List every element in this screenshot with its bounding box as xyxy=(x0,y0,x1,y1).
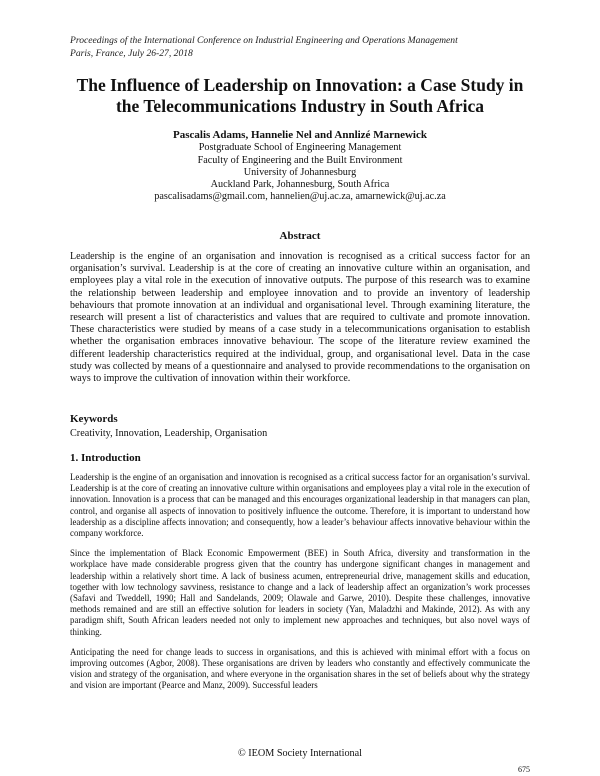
author-block xyxy=(60,129,540,204)
paragraph: Leadership is the engine of an organisation and innovation is recognised as a critical success factor for an organisation’s survival. Leadership is at the core of creating an innovative culture within organisations and employees play a vital role in the execution of innovation. Innovation is a process that can be managed and this encourages organizational leadership in that managers can plan, control, and organise all aspects of innovation to positively influence the outcome. Therefore, it is important to understand how leadership as a discipline affects innovation; and consequently, how a leader’s behaviour affects innovative behaviour within the company workforce. xyxy=(70,472,530,539)
conference-header xyxy=(70,34,540,60)
affiliation-line: Faculty of Engineering and the Built Environment xyxy=(197,154,403,166)
paper-title xyxy=(60,75,540,117)
author-names: Pascalis Adams, Hannelie Nel and Annlizé Marnewick xyxy=(173,129,427,141)
keywords-heading: Keywords xyxy=(70,413,118,425)
introduction-body xyxy=(70,472,530,701)
affiliation-line: Auckland Park, Johannesburg, South Africa xyxy=(210,179,390,191)
author-emails: pascalisadams@gmail.com, hannelien@uj.ac.za, amarnewick@uj.ac.za xyxy=(154,191,446,203)
affiliation-line: University of Johannesburg xyxy=(243,166,357,178)
section-heading-introduction: 1. Introduction xyxy=(70,452,141,464)
paragraph: Since the implementation of Black Economic Empowerment (BEE) in South Africa, diversity and transformation in the workplace have made considerable progress given that the country has undergone significant changes in management and leadership within a relatively short time. A lack of business acumen, entrepreneurial drive, management skills and education, together with low technology savviness, resistance to change and a lack of leadership affect an organization’s work processes (Safavi and Tweddell, 1990; Hall and Sandelands, 2009; Olawale and Garwe, 2010). Despite these challenges, innovative methods remained and are still an effective solution for leaders in society (Yan, Maladzhi and Makinde, 2012). As with any paradigm shift, South African leaders needed not only to implement new approaches and techniques, but also novel ways of thinking. xyxy=(70,548,530,637)
title-line-1: The Influence of Leadership on Innovation: a Case Study in xyxy=(76,75,524,95)
title-line-2: the Telecommunications Industry in South Africa xyxy=(115,96,485,116)
conference-location-date: Paris, France, July 26-27, 2018 xyxy=(70,48,193,59)
conference-name: Proceedings of the International Conference on Industrial Engineering and Operations Management xyxy=(70,35,458,46)
abstract-text: Leadership is the engine of an organisation and innovation is recognised as a critical success factor for an organisation’s survival. Leadership is at the core of creating an innovative culture within an organisation, and employees play a vital role in the execution of innovative outputs. The purpose of this research was to examine the relationship between leadership and employee innovation and to provide an inventory of leadership behaviours that promote innovation at an individual and organisational level. Through examining literature, the research will present a list of characteristics and values that are required to cultivate and promote innovation. These characteristics were studied by means of a case study in a telecommunications organisation to establish whether the organisation embraces innovative behaviour. The scope of the literature review examined the different leadership characteristics required at the individual, group, and organisational level. Data in the case study was collected by means of a questionnaire and analysed to provide recommendations to the organisation on ways to improve the cultivation of innovation within their workforce. xyxy=(70,251,530,385)
paragraph: Anticipating the need for change leads to success in organisations, and this is achieved with minimal effort with a focus on improving outcomes (Agbor, 2008). These organisations are driven by leaders who constantly and effectively communicate the vision and strategy of the organisation, and where everyone in the organisation shares in the set of beliefs about why the strategy and vision are important (Pearce and Manz, 2009). Successful leaders xyxy=(70,646,530,691)
keywords-text: Creativity, Innovation, Leadership, Organisation xyxy=(70,428,268,439)
page-number: 675 xyxy=(518,765,530,774)
abstract-heading: Abstract xyxy=(279,230,321,242)
copyright-footer: © IEOM Society International xyxy=(237,748,363,759)
affiliation-line: Postgraduate School of Engineering Management xyxy=(198,142,402,154)
